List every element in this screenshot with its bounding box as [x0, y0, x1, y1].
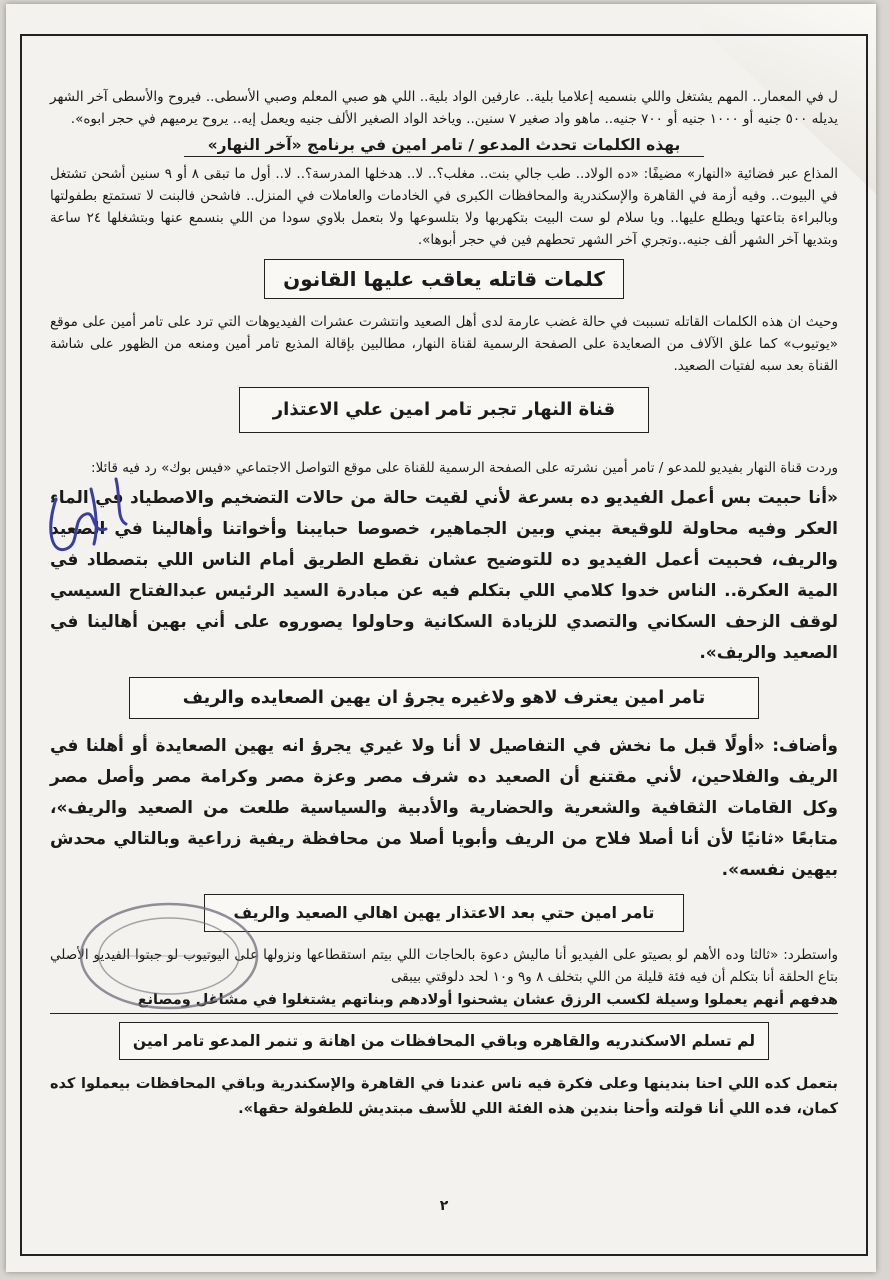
section-heading-statement: بهذه الكلمات تحدث المدعو / تامر امين في برنامج «آخر النهار»	[184, 136, 704, 157]
paragraph-quote: المذاع عبر فضائية «النهار» مضيفًا: «ده الولاد.. طب جالي بنت.. مغلب؟.. لا.. هدخلها المدرسة؟.. لا.. أول ما تبقى ٨ أو ٩ سنين أشحن تشتغل في البيوت.. وفيه أزمة في القاهرة والإسكندرية والمحافظات الكبرى في الخادمات والعاملات في المنزل.. فاشحن فالبنت لا تستمتع بطفولتها وبالبراءة بتاعتها ويطلع عليها.. ويا سلام لو ست البيت بتكهربها ولا بتلسوعها ولا بتعمل بلاوي سودا من اللي بنسمع عنها وبتشغلها ٢٤ ساعة وبتديها آخر الشهر ألف جنيه..وتجري آخر الشهر تحطهم فين في حجر أبوها».	[50, 166, 839, 248]
official-stamp-icon	[74, 896, 264, 1016]
paragraph-anger: وحيث ان هذه الكلمات القاتله تسببت في حالة غضب عارمة لدى أهل الصعيد وانتشرت عشرات الفيديوهات التي ترد على تامر أمين على موقع «يوتيوب» كما علق الآلاف من الصعايدة على الصفحة الرسمية لقناة النهار، مطالبين بإقالة المذيع تامر أمين ومنعه من الظهور على شاشة القناة بعد سبه لفتيات الصعيد.	[50, 314, 838, 374]
paragraph-underlined: هدفهم أنهم يعملوا وسيلة لكسب الرزق عشان يشحنوا أولادهم وبناتهم يشتغلوا في مشاغل ومصانع	[50, 988, 838, 1014]
document-page	[6, 4, 876, 1272]
paragraph-channel-response: وردت قناة النهار بفيديو للمدعو / تامر أمين نشرته على الصفحة الرسمية للقناة على موقع التواصل الاجتماعي «فيس بوك» رد فيه قائلا:	[91, 460, 838, 476]
paragraph-added: وأضاف: «أولًا قبل ما نخش في التفاصيل لا أنا ولا غيري يجرؤ انه يهين الصعايدة أو أهلنا في الريف والفلاحين، لأني مقتنع أن الصعيد ده شرف مصر وعزة مصر وكرامة مصر وأصل مصر وكل القامات الثقافية والشعرية والحضارية والأدبية والسياسية طلعت من الصعيد والريف»، متابعًا «ثانيًا لأن أنا أصلا فلاح من الريف وأبويا أصلا من محافظة ريفية زراعية وبالتالي محدش بيهين نفسه».	[50, 736, 838, 880]
boxed-heading-killer-words: كلمات قاتله يعاقب عليها القانون	[264, 259, 624, 299]
paragraph-apology-quote: «أنا حبيت بس أعمل الفيديو ده بسرعة لأني لقيت حالة من حالات التضخيم والاصطياد في الماء العكر وفيه محاولة للوقيعة بيني وبين الجماهير، خصوصا حبايبنا وأخواتنا وأهالينا في الصعيد والريف، فحبيت أعمل الفيديو ده للتوضيح عشان نقطع الطريق أمام الناس اللي بتصطاد في المية العكرة.. الناس خدوا كلامي اللي بتكلم فيه عن مبادرة السيد الرئيس عبدالفتاح السيسي لوقف الزحف السكاني والتصدي للزيادة السكانية وحاولوا يصوروه على أني بهين أهالينا في الصعيد والريف».	[50, 488, 838, 663]
boxed-heading-apology: قناة النهار تجبر تامر امين علي الاعتذار	[239, 387, 649, 433]
paragraph-closing: بتعمل كده اللي احنا بندينها وعلى فكرة فيه ناس عندنا في القاهرة والإسكندرية وباقي المحافظات بيعملوا كده كمان، فده اللي أنا قولته وأحنا بندين هذه الفئة اللي للأسف مبتديش للطفولة حقها».	[50, 1076, 838, 1117]
paragraph-continued: واستطرد: «ثالثا وده الأهم لو بصيتو على الفيديو أنا ماليش دعوة بالحاجات اللي بيتم استقطاعها ونزولها على اليوتيوب لو جبتوا الفيديو الأصلي بتاع الحلقة أنا بتكلم أن فيه فئة قليلة من اللي بتخلف ٨ و٩ و١٠ لحد دلوقتي بيبقى	[50, 947, 838, 985]
boxed-heading-insult-after-apology: تامر امين حتي بعد الاعتذار يهين اهالي الصعيد والريف	[204, 894, 684, 932]
boxed-heading-cities: لم تسلم الاسكندريه والقاهره وباقي المحافظات من اهانة و تنمر المدعو تامر امين	[119, 1022, 769, 1060]
boxed-heading-confession: تامر امين يعترف لاهو ولاغيره يجرؤ ان يهين الصعايده والريف	[129, 677, 759, 719]
page-number: ٢	[439, 1198, 449, 1214]
content-frame	[20, 34, 868, 1256]
handwritten-signature-icon	[36, 459, 146, 569]
paragraph-intro: ل في المعمار.. المهم يشتغل واللي بنسميه إعلاميا بلية.. عارفين الواد بلية.. اللي هو صبي المعلم وصبي الأسطى.. فيروح والأسطى آخر الشهر يديله ٥٠٠ جنيه أو ١٠٠٠ جنيه أو ٧٠٠ جنيه.. ماهو واد صغير ٧ سنين.. وياخد الواد الصغير الألف جنيه ويعمل إيه.. يروح يرميهم في حجر ابوه».	[50, 89, 838, 127]
